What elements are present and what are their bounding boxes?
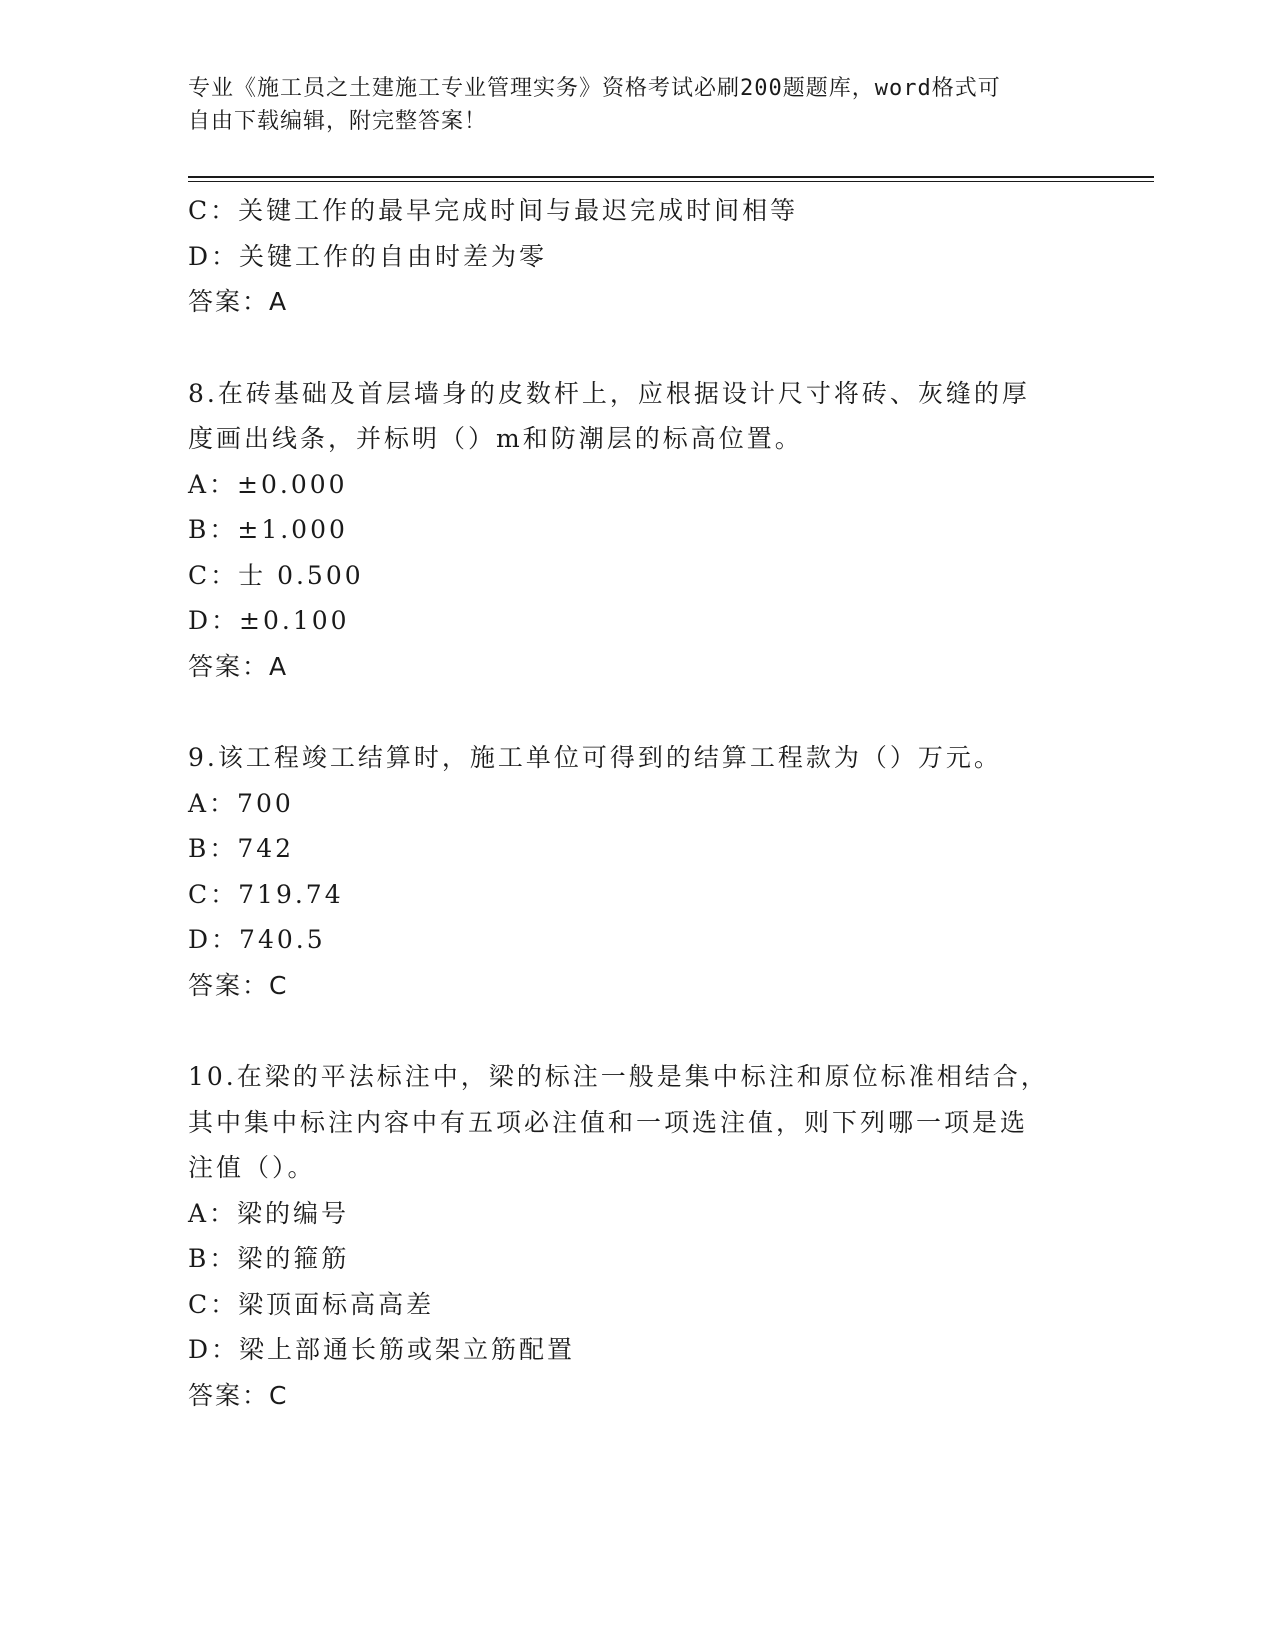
question-stem-line-2: 度画出线条，并标明（）m和防潮层的标高位置。 — [188, 424, 803, 453]
option-d: D：梁上部通长筋或架立筋配置 — [188, 1335, 576, 1364]
question-7 — [188, 188, 1068, 325]
question-stem-line-1: 10.在梁的平法标注中，梁的标注一般是集中标注和原位标准相结合， — [188, 1062, 1049, 1091]
option-c: C：梁顶面标高高差 — [188, 1289, 435, 1319]
question-stem-line-1: 8.在砖基础及首层墙身的皮数杆上，应根据设计尺寸将砖、灰缝的厚 — [188, 378, 1030, 408]
document-header — [188, 72, 1068, 138]
answer-line: 答案：C — [188, 1380, 289, 1410]
answer-line: 答案：C — [188, 970, 289, 1000]
option-d: D：740.5 — [188, 925, 326, 954]
header-rule-thick — [188, 176, 1154, 178]
option-a: A：±0.000 — [188, 469, 348, 499]
answer-line: 答案：A — [188, 287, 289, 316]
option-d: D：关键工作的自由时差为零 — [188, 241, 548, 271]
spacer — [188, 1008, 1068, 1054]
option-b: B：±1.000 — [188, 515, 348, 544]
spacer — [188, 689, 1068, 735]
header-rule-thin — [188, 181, 1154, 182]
question-10 — [188, 1054, 1068, 1418]
option-b: B：742 — [188, 834, 295, 863]
header-line-1: 专业《施工员之土建施工专业管理实务》资格考试必刷200题题库，word格式可 — [188, 76, 1001, 101]
question-list — [188, 188, 1068, 1418]
option-c: C：关键工作的最早完成时间与最迟完成时间相等 — [188, 196, 799, 225]
spacer — [188, 325, 1068, 371]
question-stem-line-2: 其中集中标注内容中有五项必注值和一项选注值，则下列哪一项是选 — [188, 1107, 1029, 1137]
option-c: C：士 0.500 — [188, 560, 364, 590]
option-b: B：梁的箍筋 — [188, 1244, 350, 1273]
answer-line: 答案：A — [188, 651, 289, 681]
question-stem-line-1: 9.该工程竣工结算时，施工单位可得到的结算工程款为（）万元。 — [188, 743, 1002, 772]
header-line-2: 自由下载编辑，附完整答案！ — [188, 109, 488, 134]
option-a: A：700 — [188, 788, 294, 818]
question-stem-line-3: 注值（）。 — [188, 1153, 316, 1182]
option-a: A：梁的编号 — [188, 1198, 350, 1228]
option-d: D：±0.100 — [188, 606, 350, 635]
option-c: C：719.74 — [188, 879, 344, 909]
question-8 — [188, 371, 1068, 690]
question-9 — [188, 735, 1068, 1008]
